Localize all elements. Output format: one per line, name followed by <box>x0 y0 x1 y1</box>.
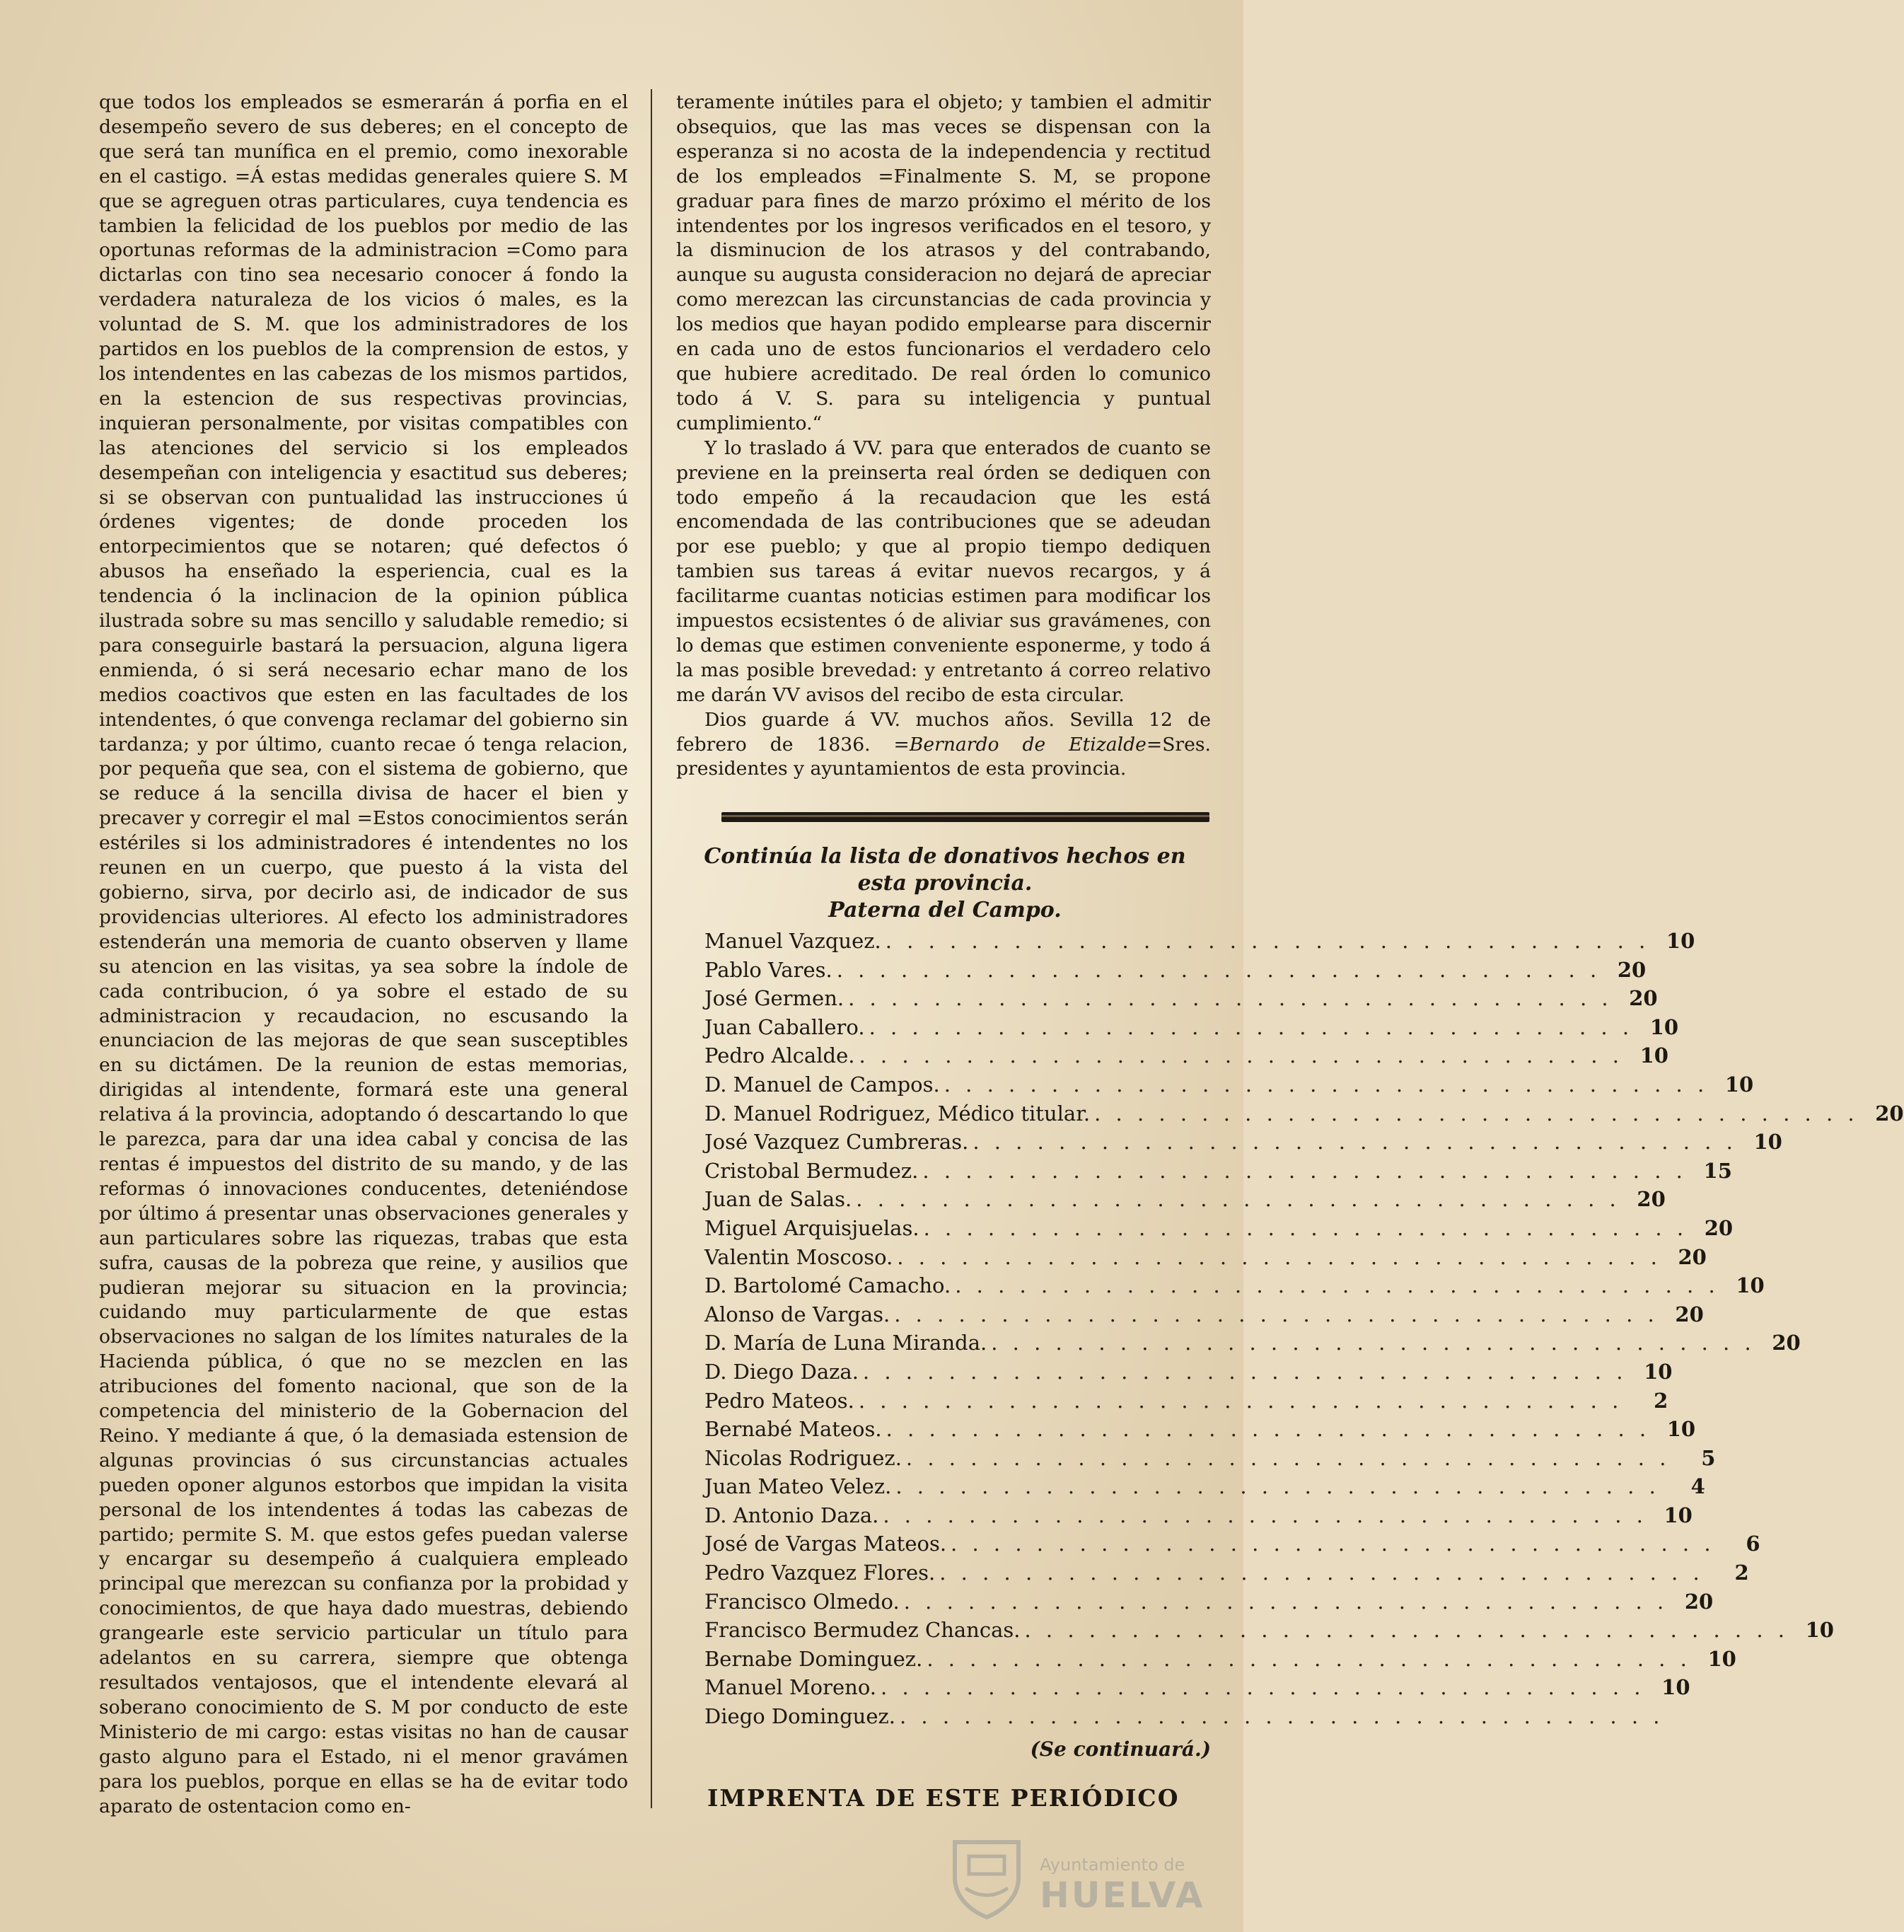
leader-dots: . . . . . . . . . . . . . . . . . . . . . . . . . . . . . . . . . . . . <box>973 1130 1737 1155</box>
leader-dots: . . . . . . . . . . . . . . . . . . . . . . . . . . . . . . . . . . . . <box>897 1244 1661 1269</box>
leader-dots: . . . . . . . . . . . . . . . . . . . . . . . . . . . . . . . . . . . . <box>955 1273 1719 1298</box>
donor-amount: 20 <box>1629 986 1658 1011</box>
watermark-logo <box>948 1832 1231 1924</box>
donor-row <box>704 1070 1754 1099</box>
donor-name: José Vazquez Cumbreras. <box>704 1130 969 1155</box>
donor-amount: 10 <box>1644 1359 1673 1384</box>
donor-name: Nicolas Rodriguez. <box>704 1445 902 1470</box>
donor-name: Pedro Vazquez Flores. <box>704 1561 936 1585</box>
imprint-line: IMPRENTA DE ESTE PERIÓDICO <box>707 1784 1180 1812</box>
donor-amount: 10 <box>1661 1675 1690 1700</box>
donor-amount: 10 <box>1736 1273 1765 1298</box>
donor-row <box>704 1214 1734 1243</box>
donor-name: Manuel Moreno. <box>704 1675 877 1700</box>
leader-dots: . . . . . . . . . . . . . . . . . . . . . . . . . . . . . . . . . . . . <box>1094 1101 1859 1126</box>
donor-amount: 6 <box>1746 1532 1760 1556</box>
leader-dots: . . . . . . . . . . . . . . . . . . . . . . . . . . . . . . . . . . . . <box>881 1675 1645 1700</box>
donor-amount: 20 <box>1772 1331 1801 1355</box>
donor-name: Cristobal Bermudez. <box>704 1158 919 1183</box>
donor-amount: 10 <box>1805 1618 1834 1643</box>
donor-name: Diego Dominguez. <box>704 1704 895 1729</box>
donor-row <box>704 1157 1732 1186</box>
donor-amount: 10 <box>1707 1646 1736 1671</box>
donor-name: José de Vargas Mateos. <box>704 1532 947 1556</box>
donor-name: Pedro Mateos. <box>704 1388 854 1413</box>
donor-name: Miguel Arquisjuelas. <box>704 1215 919 1240</box>
leader-dots: . . . . . . . . . . . . . . . . . . . . . . . . . . . . . . . . . . . . <box>859 1043 1623 1068</box>
leader-dots: . . . . . . . . . . . . . . . . . . . . . . . . . . . . . . . . . . . . <box>991 1331 1755 1355</box>
donor-row <box>704 1243 1707 1272</box>
donor-name: D. Antonio Daza. <box>704 1503 879 1527</box>
donor-name: D. Bartolomé Camacho. <box>704 1273 951 1298</box>
donor-amount: 15 <box>1703 1158 1732 1183</box>
closing-text: Dios guarde á VV. muchos años. Sevilla 12 de febrero de 1836. = <box>676 708 1211 756</box>
donor-name: Bernabé Mateos. <box>704 1417 882 1442</box>
donor-amount: 10 <box>1724 1072 1754 1097</box>
donor-name: Valentin Moscoso. <box>704 1244 893 1269</box>
leader-dots: . . . . . . . . . . . . . . . . . . . . . . . . . . . . . . . . . . . . <box>1024 1618 1789 1643</box>
right-paragraph-2: Y lo traslado á VV. para que enterados de cuanto se previene en la preinserta real órden se dediquen con todo empeño á la recaudacion que les está encomendada de las contribuciones que se adeudan por ese pueblo; y que al propio tiempo dediquen tambien sus tareas á evitar nuevos recargos, y á facilitarme cuantas noticias estimen para modificar los impuestos ecsistentes ó de aliviar sus gravámenes, con lo demas que estimen conveniente esponerme, y todo á la mas posible brevedad: y entretanto á correo relativo me darán VV avisos del recibo de esta circular. <box>676 436 1211 706</box>
donor-name: Pablo Vares. <box>704 957 832 982</box>
donor-name: D. María de Luna Miranda. <box>704 1331 987 1355</box>
donor-row <box>704 1616 1834 1645</box>
donor-row <box>704 1645 1736 1674</box>
leader-dots: . . . . . . . . . . . . . . . . . . . . . . . . . . . . . . . . . . . . <box>923 1215 1688 1240</box>
donor-amount: 10 <box>1639 1043 1668 1068</box>
donor-amount: 10 <box>1649 1014 1679 1039</box>
list-heading-town: Paterna del Campo. <box>828 898 1062 922</box>
donor-row <box>704 1300 1704 1329</box>
donor-row <box>704 1271 1765 1300</box>
leader-dots: . . . . . . . . . . . . . . . . . . . . . . . . . . . . . . . . . . . . <box>883 1503 1647 1527</box>
leader-dots: . . . . . . . . . . . . . . . . . . . . . . . . . . . . . . . . . . . . <box>885 929 1650 953</box>
donor-name: José Germen. <box>704 986 844 1011</box>
donor-amount: 20 <box>1675 1302 1704 1326</box>
donor-amount: 10 <box>1666 929 1695 953</box>
donor-name: D. Manuel de Campos. <box>704 1072 940 1097</box>
donor-name: Francisco Olmedo. <box>704 1589 900 1614</box>
leader-dots: . . . . . . . . . . . . . . . . . . . . . . . . . . . . . . . . . . . . <box>894 1302 1659 1326</box>
donor-row <box>704 1099 1904 1128</box>
leader-dots: . . . . . . . . . . . . . . . . . . . . . . . . . . . . . . . . . . . . <box>922 1158 1687 1183</box>
donor-name: Manuel Vazquez. <box>704 929 881 953</box>
column-divider <box>651 89 652 1808</box>
addressees: =Sres. presidentes y ayuntamientos de esta provincia. <box>676 733 1211 780</box>
shield-icon <box>948 1835 1026 1920</box>
right-paragraph-1: teramente inútiles para el objeto; y tambien el admitir obsequios, que las mas veces se dispensan con la esperanza si no acosta de la independencia y rectitud de los empleados =Finalmente S. M, se propone graduar para fines de marzo próximo el mérito de los intendentes por los ingresos verificados en el tesoro, y la disminucion de los atrasos y del contrabando, aunque su augusta consideracion no dejará de apreciar como merezcan las circunstancias de cada provincia y los medios que hayan podido emplearse para discernir en cada uno de estos funcionarios el verdadero celo que hubiere acreditado. De real órden lo comunico todo á V. S. para su inteligencia y puntual cumplimiento.“ <box>676 91 1211 434</box>
donor-row <box>704 1415 1696 1444</box>
watermark-line-1: Ayuntamiento de <box>1040 1855 1185 1875</box>
donor-name: Juan Mateo Velez. <box>704 1474 892 1499</box>
donor-row <box>704 927 1695 956</box>
donor-amount: 20 <box>1875 1101 1904 1126</box>
donor-name: Juan Caballero. <box>704 1014 865 1039</box>
list-heading <box>679 843 1211 924</box>
continued-note: (Se continuará.) <box>1030 1737 1211 1761</box>
donor-row <box>704 1387 1668 1416</box>
leader-dots: . . . . . . . . . . . . . . . . . . . . . . . . . . . . . . . . . . . . <box>858 1388 1623 1413</box>
leader-dots: . . . . . . . . . . . . . . . . . . . . . . . . . . . . . . . . . . . . <box>951 1532 1715 1556</box>
leader-dots: . . . . . . . . . . . . . . . . . . . . . . . . . . . . . . . . . . . . <box>900 1704 1664 1729</box>
donor-amount: 20 <box>1684 1589 1714 1614</box>
donor-amount: 2 <box>1734 1561 1749 1585</box>
left-column-text: que todos los empleados se esmerarán á porfia en el desempeño severo de sus deberes; en el concepto de que será tan munífica en el premio, como inexorable en el castigo. =Á estas medidas generales quiere S. M que se agreguen otras particulares, cuya tendencia es tambien la felicidad de los pueblos por medio de las oportunas reformas de la administracion =Como para dictarlas con tino sea necesario conocer á fondo la verdadera naturaleza de los vicios ó males, es la voluntad de S. M. que los administradores de los partidos en los pueblos de la comprension de estos, y los intendentes en las cabezas de los mismos partidos, en la estencion de sus respectivas provincias, inquieran personalmente, por visitas compatibles con las atenciones del servicio si los empleados desempeñan con inteligencia y esactitud sus deberes; si se observan con puntualidad las instrucciones ú órdenes vigentes; de donde proceden los entorpecimientos que se notaren; qué defectos ó abusos ha enseñado la esperiencia, cual es la tendencia ó la inclinacion de la opinion pública ilustrada sobre su mas sencillo y saludable remedio; si para conseguirle bastará la persuacion, alguna ligera enmienda, ó si será necesario echar mano de los medios coactivos que esten en las facultades de los intendentes, ó que convenga reclamar del gobierno sin tardanza; y por último, cuanto recae ó tenga relacion, por pequeña que sea, con el sistema de gobierno, que se reduce á la sencilla divisa de hacer el bien y precaver y corregir el mal =Estos conocimientos serán estériles si los administradores é intendentes no los reunen en un cuerpo, que puesto á la vista del gobierno, sirva, por decirlo asi, de indicador de sus providencias ulteriores. Al efecto los administradores estenderán una memoria de cuanto observen y llame su atencion en las visitas, ya sea sobre la índole de cada contribucion, ó ya sobre el estado de su administracion y recaudacion, no escusando la enunciacion de las mejoras de que sean susceptibles en su dictámen. De la reunion de estas memorias, dirigidas al intendente, formará este una general relativa á la provincia, adoptando ó descartando lo que le parezca, para dar una idea cabal y concisa de las rentas é impuestos del distrito de su mando, y de las reformas ó innovaciones conducentes, deteniéndose por último á presentar unas observaciones generales y aun particulares sobre las riquezas, trabas que esta sufra, causas de la pobreza que reine, y ausilios que pudieran mejorar su situacion en la provincia; cuidando muy particularmente de que estas observaciones no salgan de los límites naturales de la Hacienda pública, ó que no se mezclen en las atribuciones del fomento nacional, que son de la competencia del ministerio de la Gobernacion del Reino. Y mediante á que, ó la demasiada estension de algunas provincias ó sus circunstancias actuales pueden oponer algunos estorbos que impidan la visita personal de los intendentes á todas las cabezas de partido; permite S. M. que estos gefes puedan valerse y encargar su desempeño á cualquiera empleado principal que merezcan su confianza por la probidad y conocimientos, de que haya dado muestras, debiendo grangearle este servicio particular un título para adelantos en su carrera, siempre que obtenga resultados ventajosos, que el intendente elevará al soberano conocimiento de S. M por conducto de este Ministerio de mi cargo: estas visitas no han de causar gasto alguno para el Estado, ni el menor gravámen para los pueblos, porque en ellas se ha de evitar todo aparato de ostentacion como en- <box>99 91 628 1817</box>
donor-amount: 20 <box>1704 1215 1734 1240</box>
donor-row <box>704 1041 1668 1070</box>
leader-dots: . . . . . . . . . . . . . . . . . . . . . . . . . . . . . . . . . . . . <box>856 1187 1620 1212</box>
donor-name: D. Diego Daza. <box>704 1359 859 1384</box>
right-paragraph-3 <box>676 708 1211 782</box>
leader-dots: . . . . . . . . . . . . . . . . . . . . . . . . . . . . . . . . . . . . <box>848 986 1613 1011</box>
left-column <box>99 91 628 1819</box>
donor-row <box>704 1702 1664 1731</box>
donor-row <box>704 1587 1714 1616</box>
leader-dots: . . . . . . . . . . . . . . . . . . . . . . . . . . . . . . . . . . . . <box>836 957 1601 982</box>
right-column <box>676 91 1211 782</box>
leader-dots: . . . . . . . . . . . . . . . . . . . . . . . . . . . . . . . . . . . . <box>927 1646 1691 1671</box>
donor-row <box>704 1128 1782 1157</box>
donor-row <box>704 1358 1673 1387</box>
leader-dots: . . . . . . . . . . . . . . . . . . . . . . . . . . . . . . . . . . . . <box>939 1561 1704 1585</box>
donor-row <box>704 1501 1693 1530</box>
donor-name: Pedro Alcalde. <box>704 1043 855 1068</box>
donor-row <box>704 956 1647 985</box>
donor-amount: 4 <box>1690 1474 1705 1499</box>
signature: Bernardo de Etizalde <box>909 733 1147 756</box>
donor-amount: 20 <box>1617 957 1647 982</box>
donor-row <box>704 1673 1690 1702</box>
donor-row <box>704 1444 1716 1473</box>
list-heading-title: Continúa la lista de donativos hechos en esta provincia. <box>704 844 1186 896</box>
donor-name: D. Manuel Rodriguez, Médico titular. <box>704 1101 1091 1126</box>
leader-dots: . . . . . . . . . . . . . . . . . . . . . . . . . . . . . . . . . . . . <box>869 1014 1634 1039</box>
donor-amount: 20 <box>1678 1244 1707 1269</box>
donor-amount: 10 <box>1666 1417 1696 1442</box>
donor-name: Alonso de Vargas. <box>704 1302 890 1326</box>
donor-name: Juan de Salas. <box>704 1187 852 1212</box>
leader-dots: . . . . . . . . . . . . . . . . . . . . . . . . . . . . . . . . . . . . <box>905 1445 1671 1470</box>
donor-amount: 5 <box>1701 1445 1716 1470</box>
leader-dots: . . . . . . . . . . . . . . . . . . . . . . . . . . . . . . . . . . . . <box>895 1474 1660 1499</box>
donor-name: Francisco Bermudez Chancas. <box>704 1618 1021 1643</box>
leader-dots: . . . . . . . . . . . . . . . . . . . . . . . . . . . . . . . . . . . . <box>944 1072 1709 1097</box>
donor-amount: 2 <box>1654 1388 1668 1413</box>
donor-row <box>704 1529 1760 1558</box>
donor-row <box>704 1472 1705 1501</box>
donor-amount: 10 <box>1753 1130 1782 1155</box>
leader-dots: . . . . . . . . . . . . . . . . . . . . . . . . . . . . . . . . . . . . <box>903 1589 1668 1614</box>
donor-row <box>704 1185 1666 1214</box>
watermark-line-2: HUELVA <box>1040 1875 1205 1916</box>
donor-list <box>704 927 1904 1731</box>
donor-name: Bernabe Dominguez. <box>704 1646 923 1671</box>
donor-row <box>704 1558 1749 1587</box>
donor-amount: 10 <box>1664 1503 1693 1527</box>
donor-row <box>704 1329 1801 1358</box>
donor-row <box>704 984 1658 1013</box>
donor-row <box>704 1013 1679 1042</box>
leader-dots: . . . . . . . . . . . . . . . . . . . . . . . . . . . . . . . . . . . . <box>886 1417 1651 1442</box>
leader-dots: . . . . . . . . . . . . . . . . . . . . . . . . . . . . . . . . . . . . <box>862 1359 1627 1384</box>
section-rule <box>721 812 1209 822</box>
donor-amount: 20 <box>1637 1187 1666 1212</box>
